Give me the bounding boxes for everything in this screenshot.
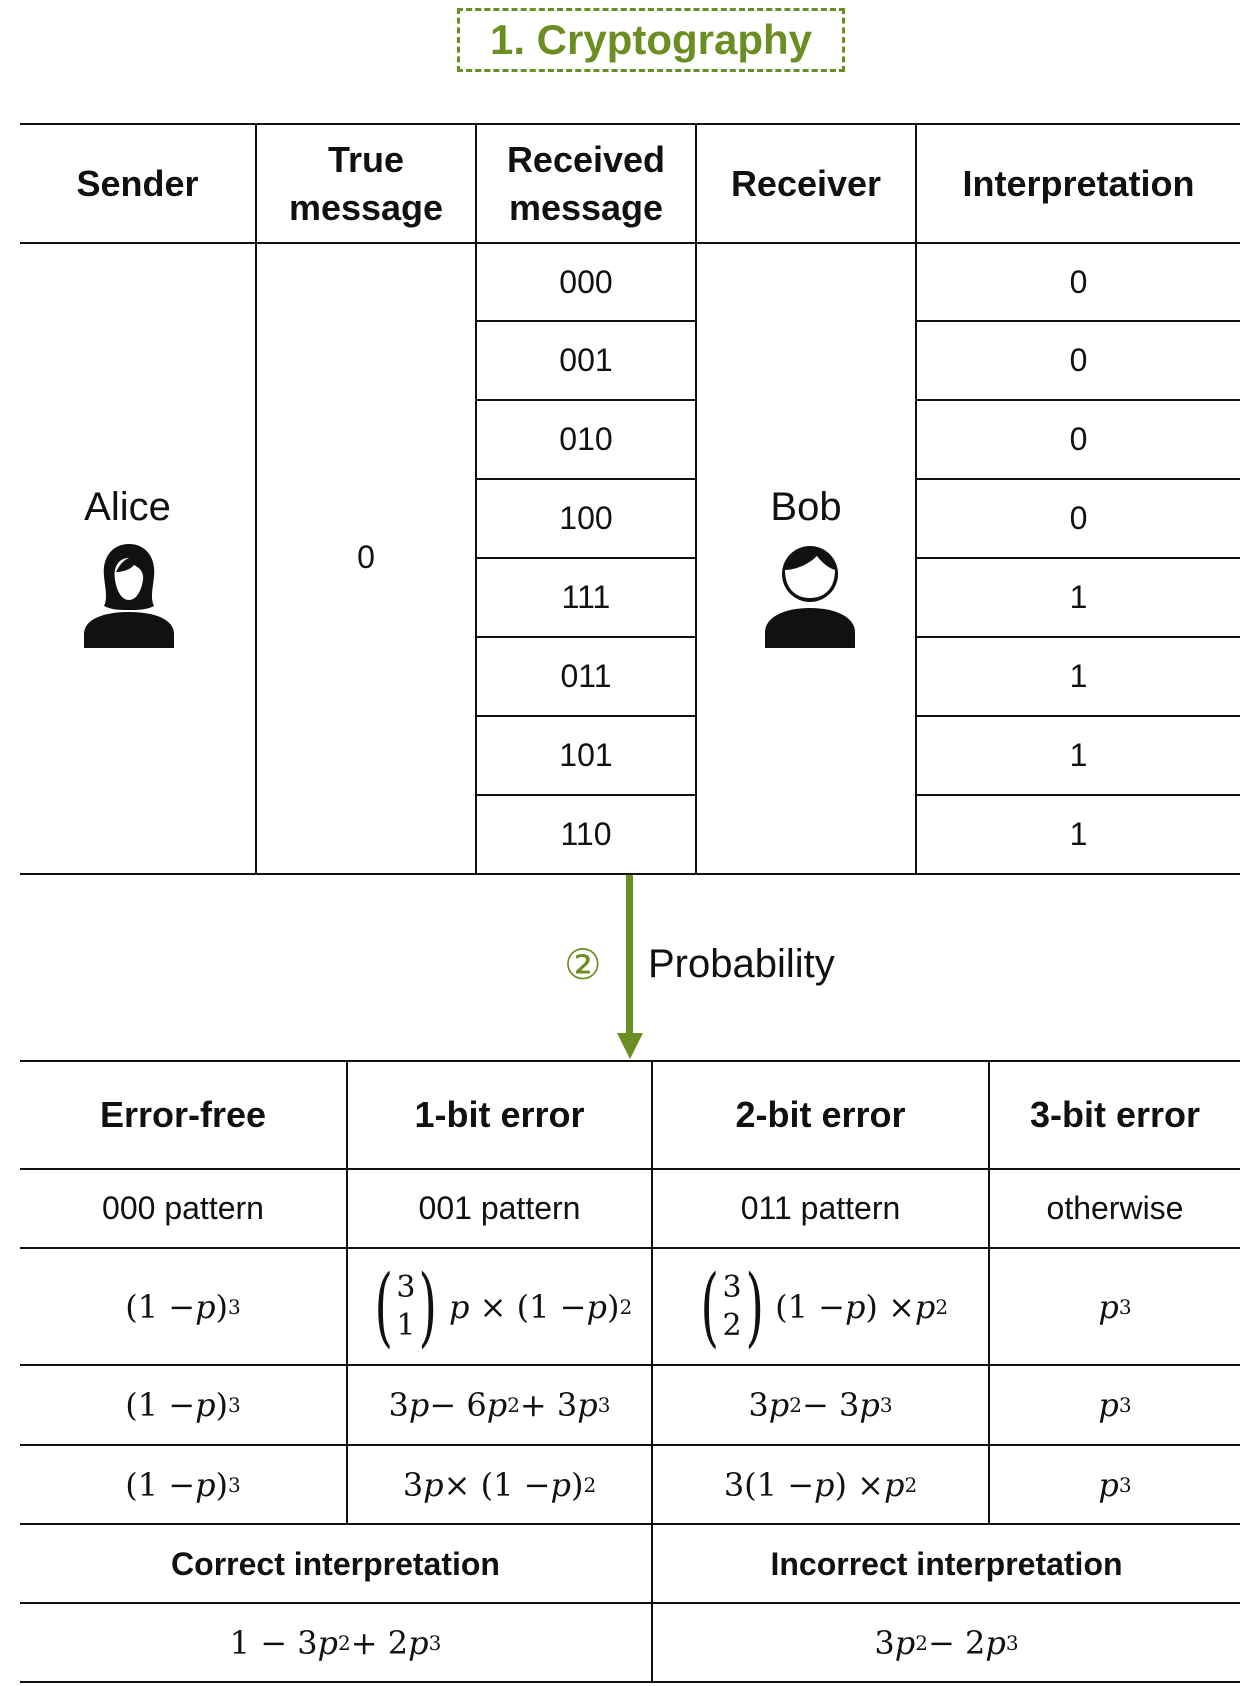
formula-cell: ( 3 1 ) p × (1 − p ) 2	[348, 1249, 651, 1364]
formula-cell: 3 p − 6 p 2 + 3 p 3	[388, 1386, 611, 1424]
pattern-cell: otherwise	[1046, 1190, 1184, 1226]
header-receiver: Receiver	[730, 162, 882, 204]
formula-cell: p 3	[1098, 1287, 1132, 1326]
interpretation-value: 0	[1069, 342, 1088, 378]
header-interpretation: Interpretation	[962, 162, 1195, 204]
formula-cell: p 3	[1098, 1386, 1132, 1424]
received-code: 100	[559, 500, 613, 536]
pattern-cell: 000 pattern	[102, 1190, 264, 1226]
interpretation-value: 1	[1069, 816, 1088, 852]
formula-cell: 3(1 − p ) × p 2	[723, 1465, 918, 1504]
received-code: 010	[559, 421, 613, 457]
received-code: 001	[559, 342, 613, 378]
step-number: ②	[564, 941, 602, 988]
receiver-name: Bob	[770, 484, 842, 529]
section-title-box	[457, 8, 845, 72]
header-incorrect-interpretation: Incorrect interpretation	[770, 1545, 1123, 1582]
header-received-message: Received message	[506, 138, 666, 228]
interpretation-value: 1	[1069, 579, 1088, 615]
received-code: 111	[561, 579, 611, 615]
formula-cell: ( 3 2 ) (1 − p ) × p 2	[653, 1249, 988, 1364]
pattern-cell: 001 pattern	[418, 1190, 581, 1226]
formula-cell: (1 − p ) 3	[125, 1386, 241, 1424]
header-1bit-error: 1-bit error	[414, 1094, 585, 1135]
interpretation-value: 0	[1069, 500, 1088, 536]
header-true-message: True message	[288, 138, 444, 228]
binomial-3-1: ( 3 1 )	[374, 1256, 438, 1357]
formula-cell: 3 p × (1 − p ) 2	[402, 1465, 597, 1504]
received-code: 000	[559, 263, 613, 300]
received-code: 110	[560, 816, 612, 852]
header-correct-interpretation: Correct interpretation	[171, 1545, 500, 1582]
man-user-icon	[763, 540, 857, 648]
header-2bit-error: 2-bit error	[735, 1094, 906, 1135]
interpretation-value: 0	[1069, 421, 1088, 457]
interpretation-value: 1	[1069, 658, 1088, 694]
down-arrow-icon	[610, 875, 650, 1060]
binomial-3-2: ( 3 2 )	[700, 1256, 764, 1357]
incorrect-probability-formula: 3 p 2 − 2 p 3	[874, 1623, 1019, 1662]
header-3bit-error: 3-bit error	[1029, 1094, 1201, 1135]
formula-cell: (1 − p ) 3	[125, 1465, 241, 1504]
interpretation-value: 1	[1069, 737, 1088, 773]
woman-user-icon	[82, 540, 176, 648]
header-error-free: Error-free	[99, 1094, 267, 1135]
table2-bottom-border	[20, 1681, 1240, 1683]
header-sender: Sender	[76, 162, 199, 204]
received-code: 011	[560, 658, 612, 694]
formula-cell: p 3	[1098, 1465, 1132, 1504]
correct-probability-formula: 1 − 3 p 2 + 2 p 3	[229, 1623, 442, 1662]
interpretation-value: 0	[1069, 263, 1088, 300]
received-code: 101	[559, 737, 613, 773]
sender-name: Alice	[84, 484, 171, 529]
step-label: Probability	[648, 942, 835, 986]
section-title: 1. Cryptography	[489, 16, 813, 63]
pattern-cell: 011 pattern	[740, 1190, 901, 1226]
true-message-value: 0	[357, 538, 375, 575]
formula-cell: 3 p 2 − 3 p 3	[748, 1386, 893, 1424]
formula-cell: (1 − p ) 3	[125, 1287, 241, 1326]
